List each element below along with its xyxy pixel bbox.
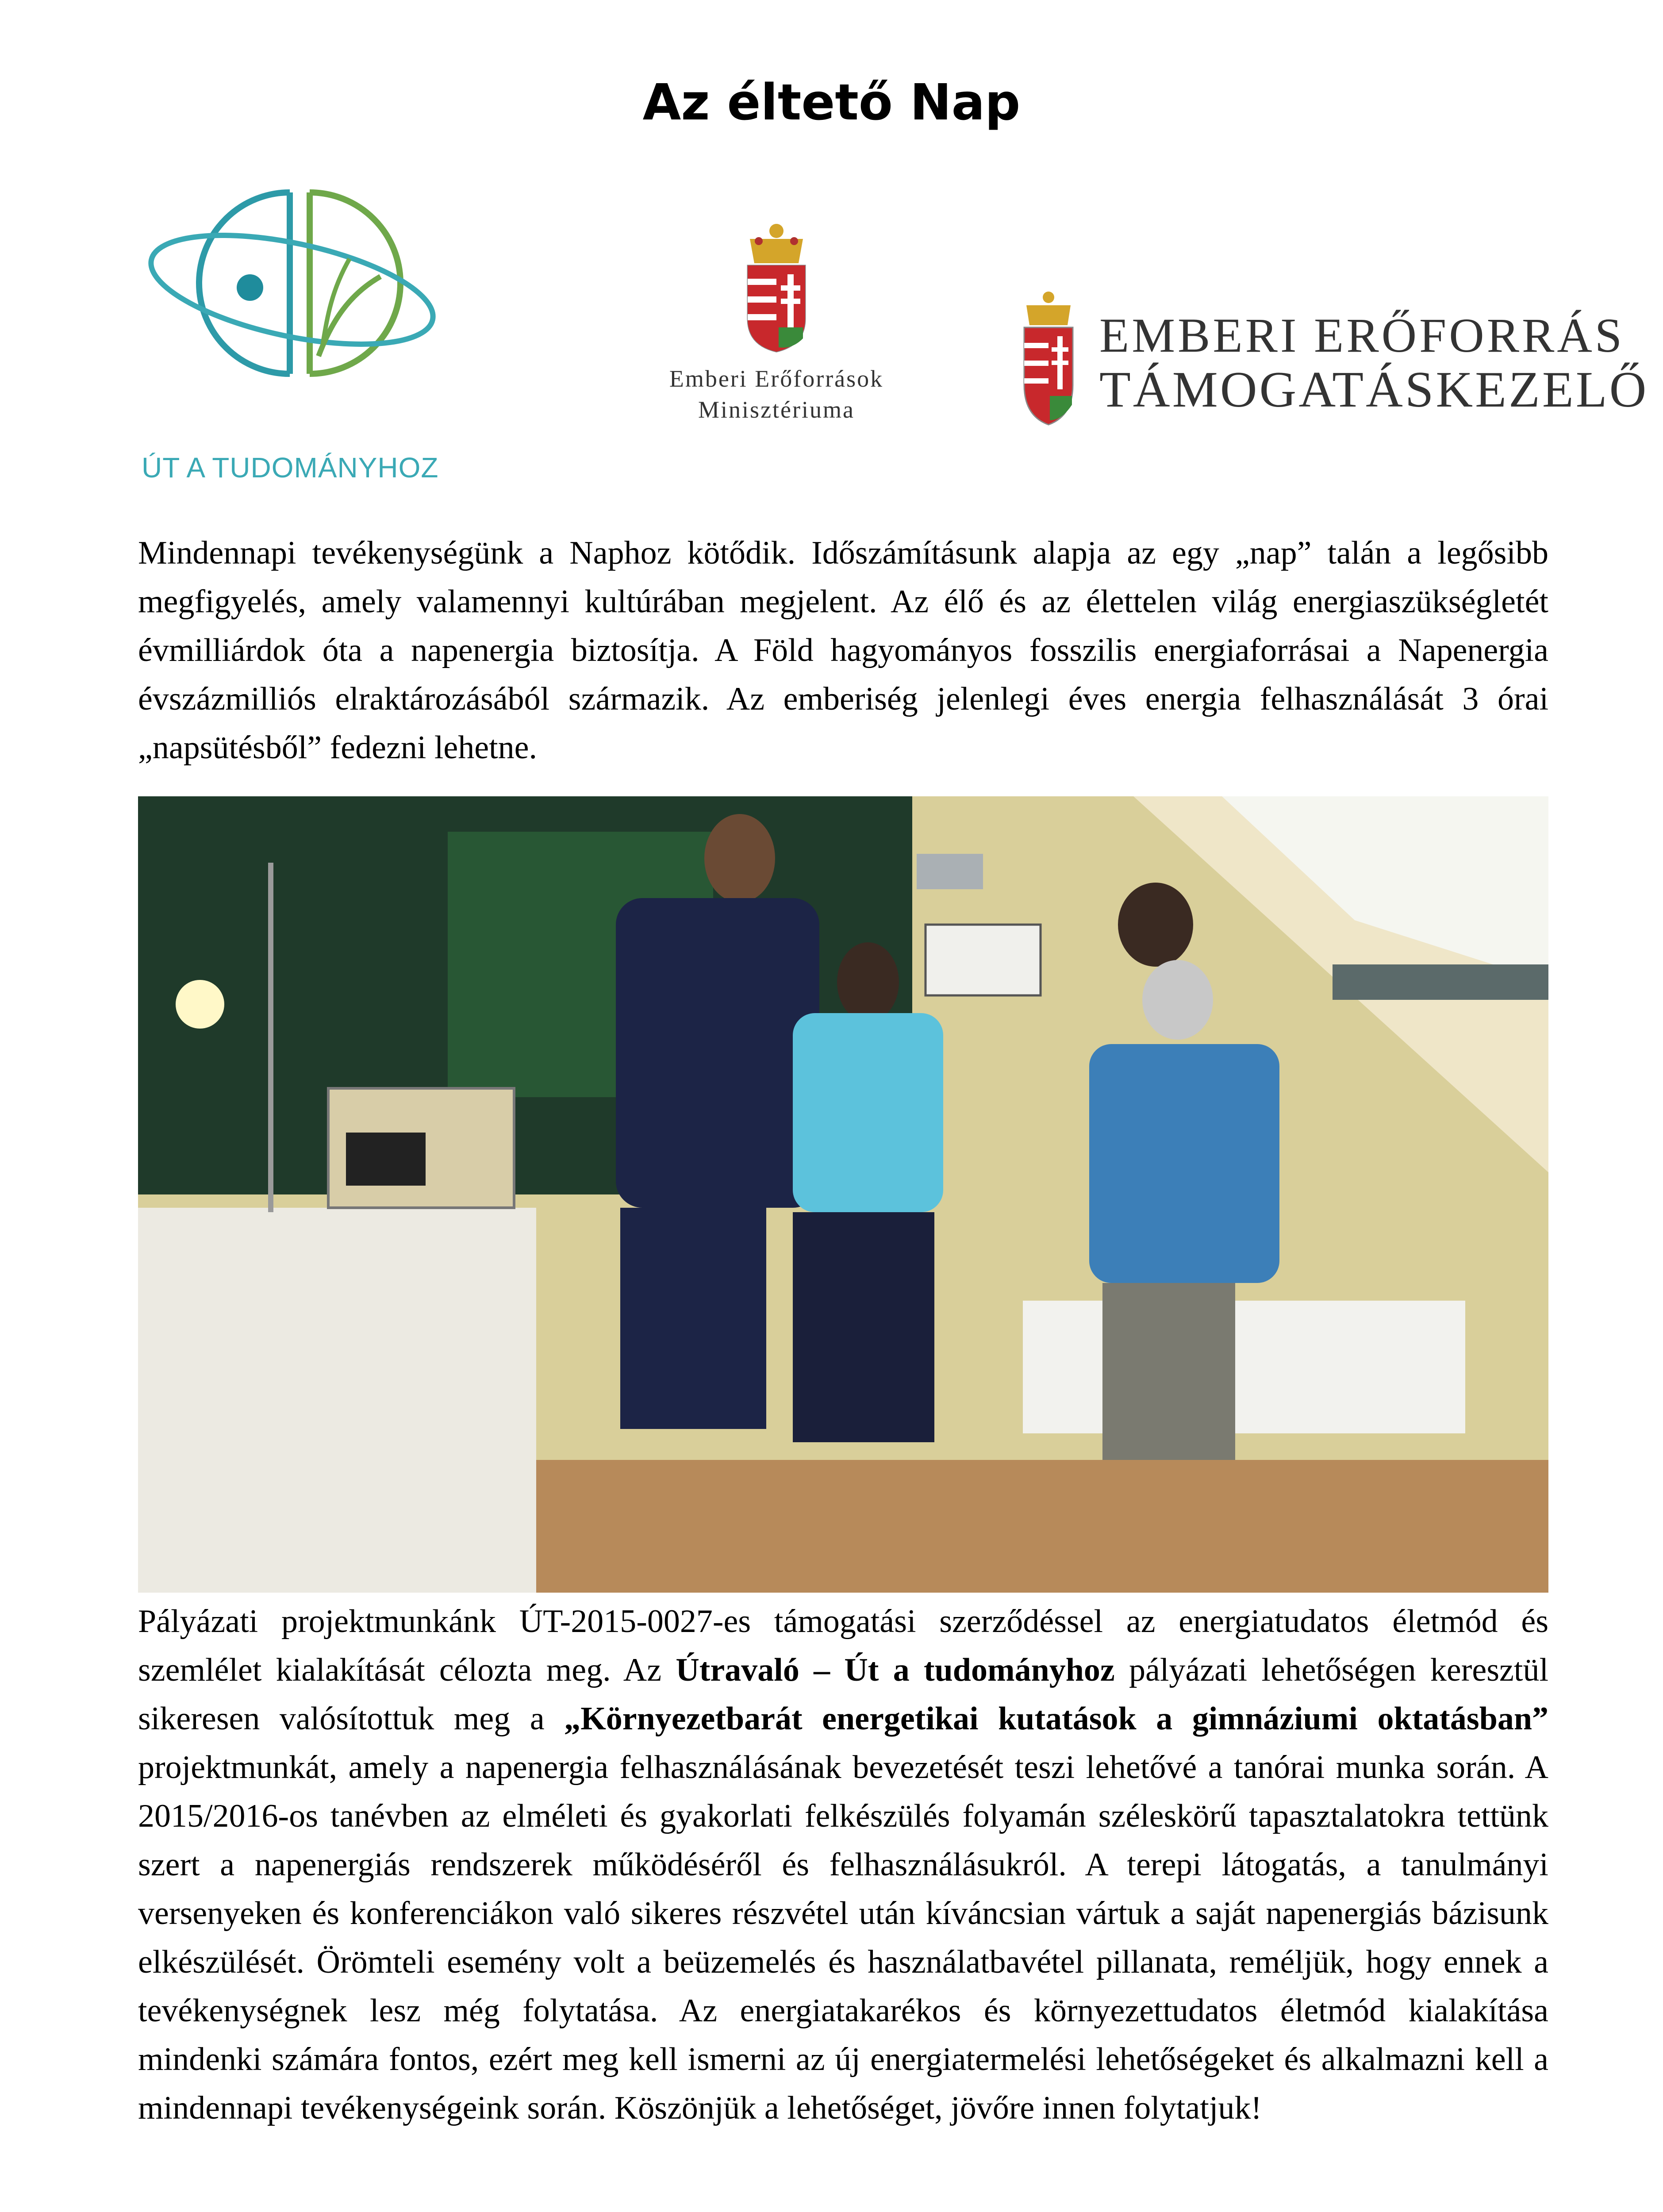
emmi-logo-line2: Minisztériuma [698,396,855,423]
ut-a-tudomanyhoz-logo [142,175,478,493]
body-text-1: Pályázati projektmunkánk ÚT-2015-0027-es támogatási szerződéssel az energiatudatos életmód és szemlélet kialakítását célozta meg. Az [138,1603,1548,1688]
body-text-3: projektmunkát, amely a napenergia felhasználásának bevezetését teszi lehetővé a tanórai munka során. A 2015/2016-os tanévben az elméleti és gyakorlati felkészülés folyamán széleskörű tapasztalatokra tettünk szert a napenergiás rendszerek működéséről és felhasználásukról. A terepi látogatás, a tanulmányi versenyeken és konferenciákon való sikeres részvétel után kíváncsian vártuk a saját napenergiás bázisunk elkészülését. Örömteli esemény volt a beüzemelés és használatbavétel pillanata, reméljük, hogy ennek a tevékenységnek lesz még folytatása. Az energiatakarékos és környezettudatos életmód kialakítása mindenki számára fontos, ezért meg kell ismerni az új energiatermelési lehetőségeket és alkalmazni kell a mindennapi tevékenységeink során. Köszönjük a lehetőséget, jövőre innen folytatjuk! [138,1749,1548,2126]
intro-paragraph: Mindennapi tevékenységünk a Naphoz kötődik. Időszámításunk alapja az egy „nap” talán a legősibb megfigyelés, amely valamennyi kultúrában megjelent. Az élő és az élettelen világ energiaszükségletét évmilliárdok óta a napenergia biztosítja. A Föld hagyományos fosszilis energiaforrásai a Napenergia évszázmilliós elraktározásából származik. Az emberiség jelenlegi éves energia felhasználását 3 órai „napsütésből” fedezni lehetne. [138,535,1548,766]
emmi-logo [617,221,936,434]
body-bold-1: Útravaló – Út a tudományhoz [676,1652,1115,1688]
body-bold-2: „Környezetbarát energetikai kutatások a gimnáziumi oktatásban” [564,1701,1548,1737]
emet-logo-line2: TÁMOGATÁSKEZELŐ [1099,361,1649,418]
coat-of-arms-icon [1011,288,1086,434]
ut-logo-graphic [142,175,451,440]
emet-logo-line1: EMBERI ERŐFORRÁS [1099,308,1625,362]
classroom-photo [138,796,1548,1593]
body-text-2: pályázati lehetőségen keresztül sikeresen valósítottuk meg a [138,1652,1549,1737]
emmi-logo-line1: Emberi Erőforrások [669,365,884,392]
coat-of-arms-icon [719,221,834,354]
emet-logo [1011,288,1649,434]
photo-illustration [138,796,1548,1593]
page-title: Az éltető Nap [642,74,1021,131]
body-paragraph [138,1597,1548,2132]
ut-logo-caption: ÚT A TUDOMÁNYHOZ [142,452,439,484]
